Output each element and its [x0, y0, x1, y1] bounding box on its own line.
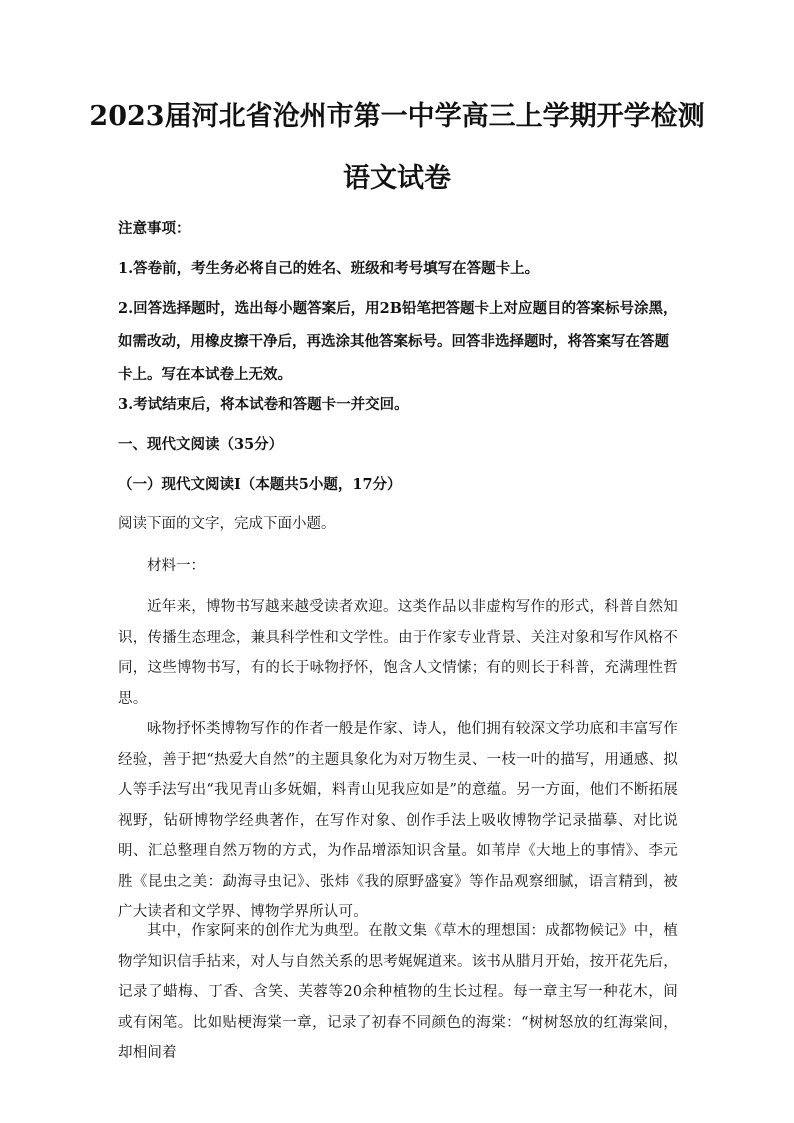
passage-paragraph-1: 近年来，博物书写越来越受读者欢迎。这类作品以非虚构写作的形式，科普自然知识，传播生态理念，兼具科学性和文学性。由于作家专业背景、关注对象和写作风格不同，这些博物书写，有的长于咏物抒怀，饱含人文情愫；有的则长于科普，充满理性哲思。 [118, 599, 678, 707]
notes-item-2: 2.回答选择题时，选出每小题答案后，用2B铅笔把答题卡上对应题目的答案标号涂黑，如需改动，用橡皮擦干净后，再选涂其他答案标号。回答非选择题时，将答案写在答题卡上。写在本试卷上无效。 [118, 300, 678, 383]
passage-paragraph-3: 其中，作家阿来的创作尤为典型。在散文集《草木的理想国：成都物候记》中，植物学知识信手拈来，对人与自然关系的思考娓娓道来。该书从腊月开始，按开花先后，记录了蜡梅、丁香、含笑、芙蓉等20余种植物的生长过程。每一章主写一种花木，间或有闲笔。比如贴梗海棠一章，记录了初春不同颜色的海棠：“树树怒放的红海棠间，却相间着 [118, 923, 678, 1061]
material-label: 材料一： [147, 558, 205, 574]
notes-item-1: 1.答卷前，考生务必将自己的姓名、班级和考号填写在答题卡上。 [118, 260, 540, 277]
exam-subtitle: 语文试卷 [343, 163, 451, 194]
section-title: 一、现代文阅读（35分） [118, 436, 284, 453]
notes-item-3: 3.考试结束后，将本试卷和答题卡一并交回。 [118, 396, 409, 413]
exam-title: 2023届河北省沧州市第一中学高三上学期开学检测 [89, 101, 705, 132]
reading-instruction: 阅读下面的文字，完成下面小题。 [118, 516, 336, 532]
notes-heading: 注意事项： [118, 220, 191, 237]
passage-paragraph-2: 咏物抒怀类博物写作的作者一般是作家、诗人，他们拥有较深文学功底和丰富写作经验，善于把“热爱大自然”的主题具象化为对万物生灵、一枝一叶的描写，用通感、拟人等手法写出“我见青山多妩媚，料青山见我应如是”的意蕴。另一方面，他们不断拓展视野，钻研博物学经典著作，在写作对象、创作手法上吸收博物学记录描摹、对比说明、汇总整理自然万物的方式，为作品增添知识含量。如苇岸《大地上的事情》、李元胜《昆虫之美：勐海寻虫记》、张炜《我的原野盛宴》等作品观察细腻，语言精到，被广大读者和文学界、博物学界所认可。 [118, 721, 678, 920]
subsection-title: （一）现代文阅读Ⅰ（本题共5小题，17分） [118, 476, 402, 493]
